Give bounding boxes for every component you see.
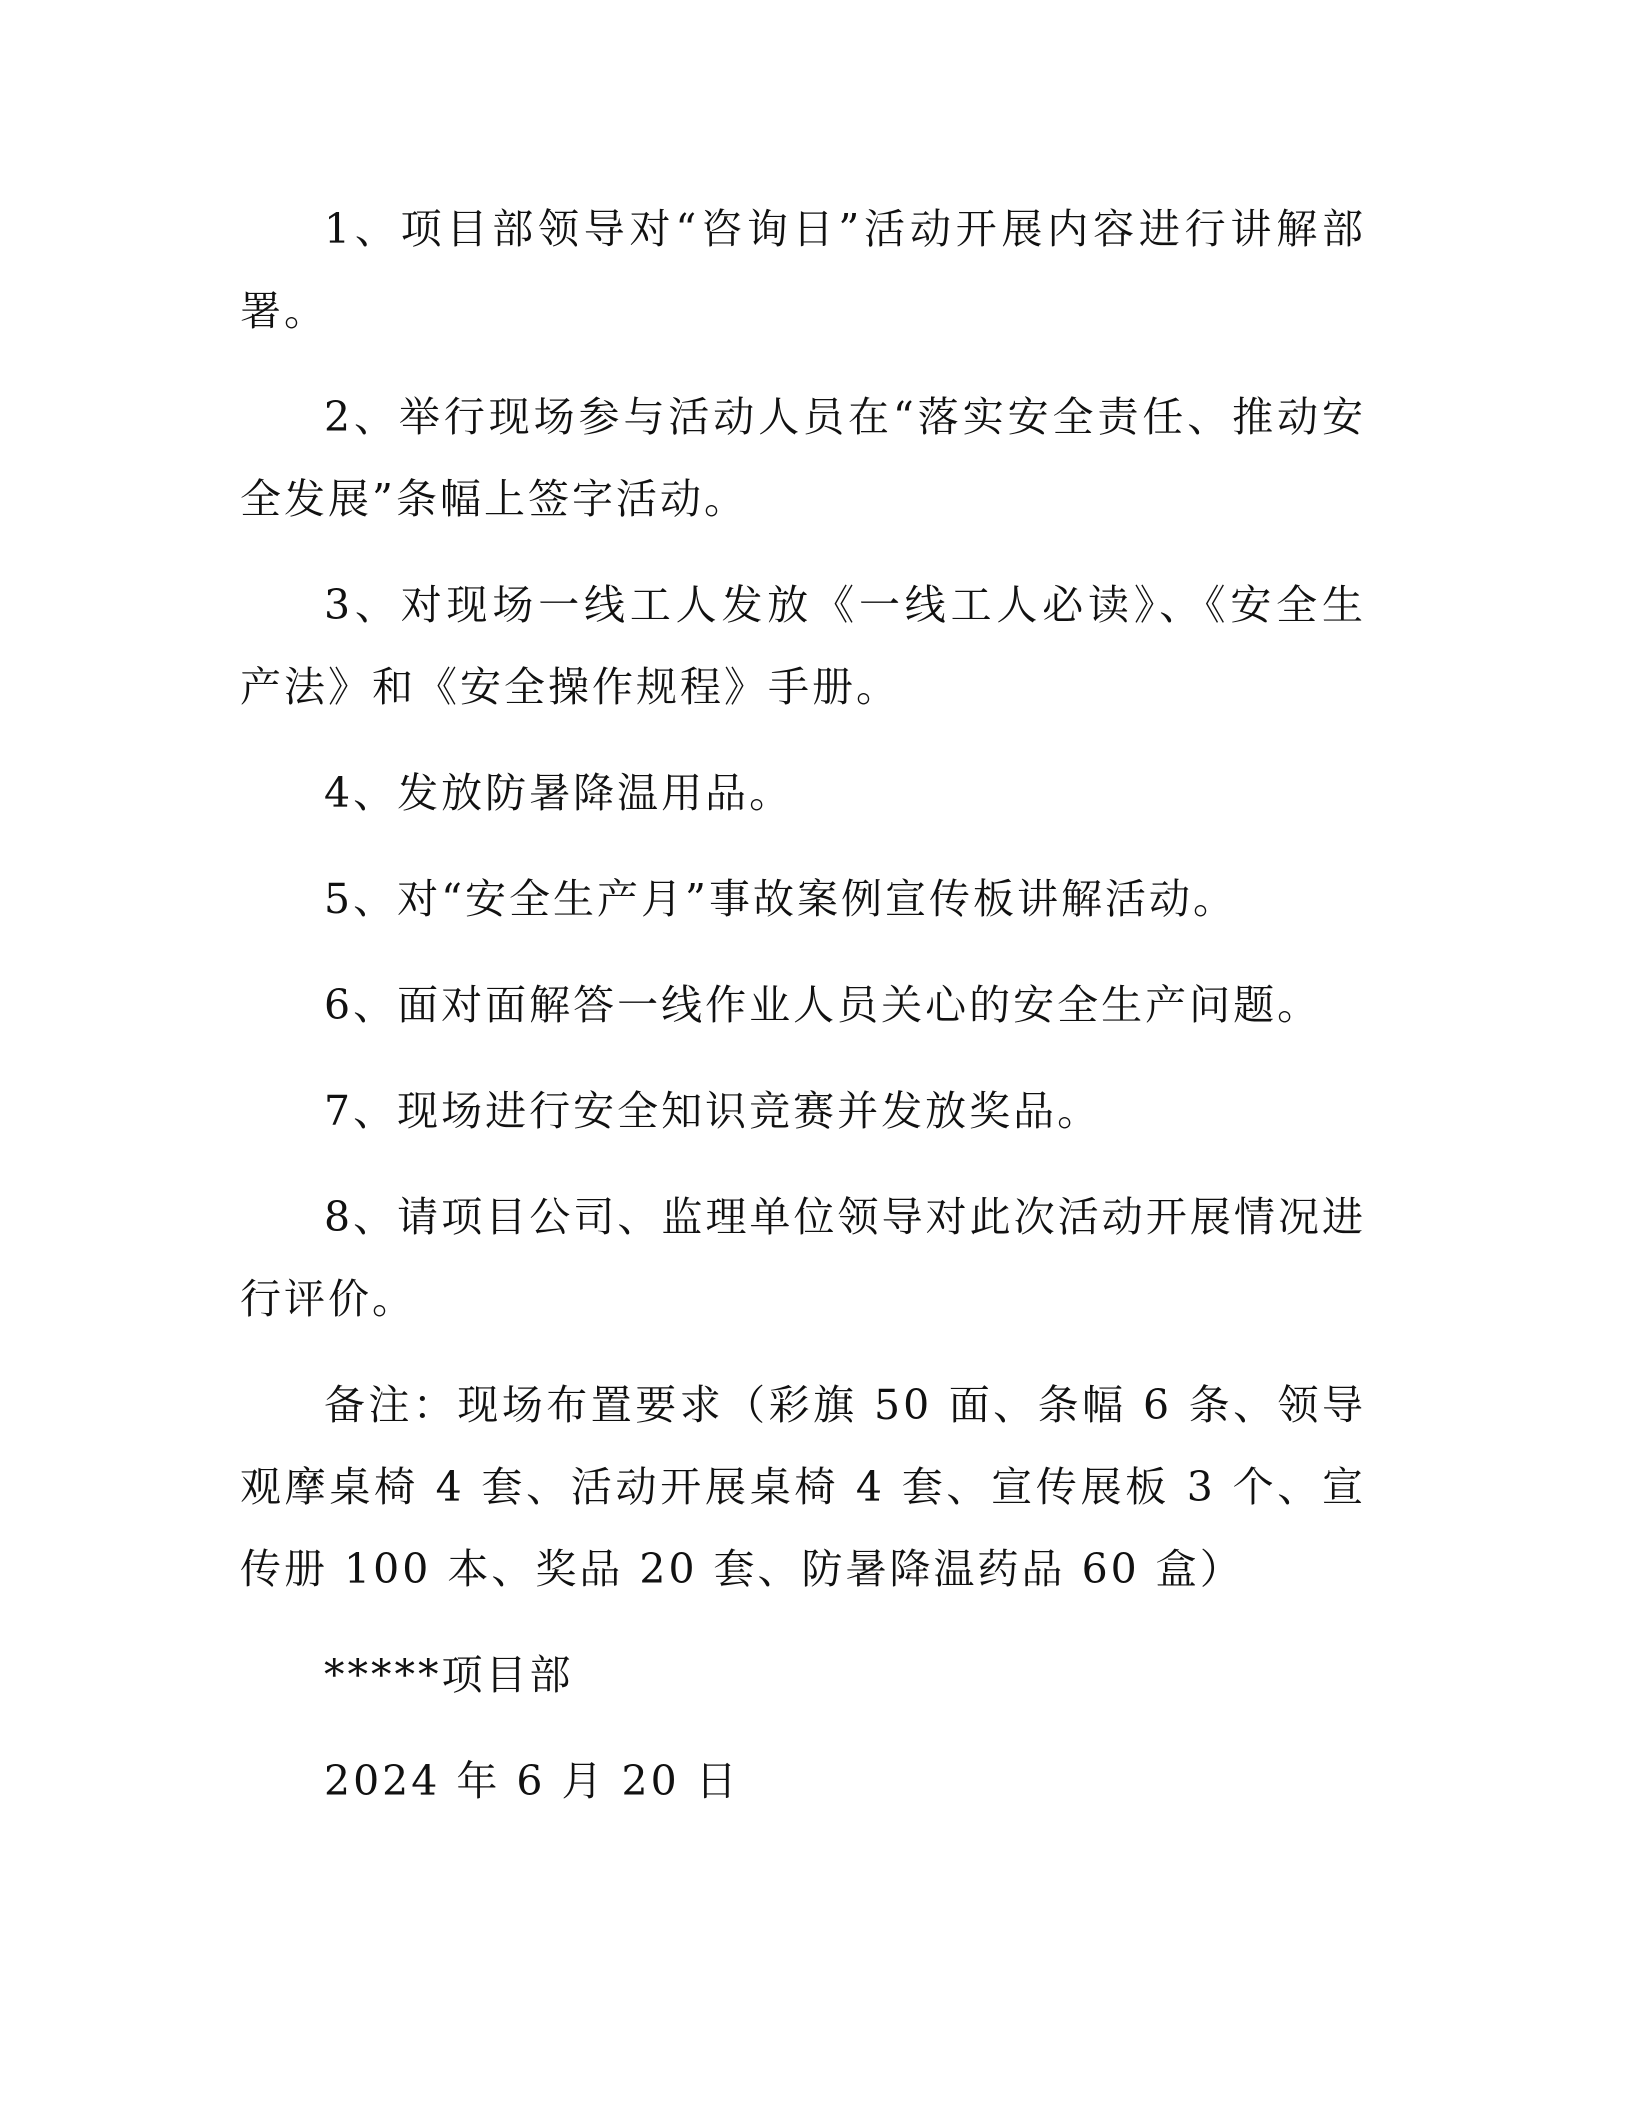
note-paragraph: 备注：现场布置要求（彩旗 50 面、条幅 6 条、领导观摩桌椅 4 套、活动开展桌椅 4 套、宣传展板 3 个、宣传册 100 本、奖品 20 套、防暑降温药品 60 盒） — [240, 1381, 1366, 1593]
list-item-8: 8、请项目公司、监理单位领导对此次活动开展情况进行评价。 — [240, 1193, 1366, 1323]
list-item-3: 3、对现场一线工人发放《一线工人必读》、《安全生产法》和《安全操作规程》手册。 — [240, 581, 1366, 711]
document-page — [240, 188, 1366, 1846]
list-item-1: 1、项目部领导对“咨询日”活动开展内容进行讲解部署。 — [240, 205, 1366, 335]
list-item-2: 2、举行现场参与活动人员在“落实安全责任、推动安全发展”条幅上签字活动。 — [240, 393, 1366, 523]
signature-date: 2024 年 6 月 20 日 — [324, 1757, 740, 1805]
list-item-6: 6、面对面解答一线作业人员关心的安全生产问题。 — [324, 981, 1322, 1029]
list-item-7: 7、现场进行安全知识竞赛并发放奖品。 — [324, 1087, 1102, 1135]
list-item-5: 5、对“安全生产月”事故案例宣传板讲解活动。 — [324, 875, 1238, 923]
signature-org: *****项目部 — [324, 1651, 574, 1699]
list-item-4: 4、发放防暑降温用品。 — [324, 769, 794, 817]
